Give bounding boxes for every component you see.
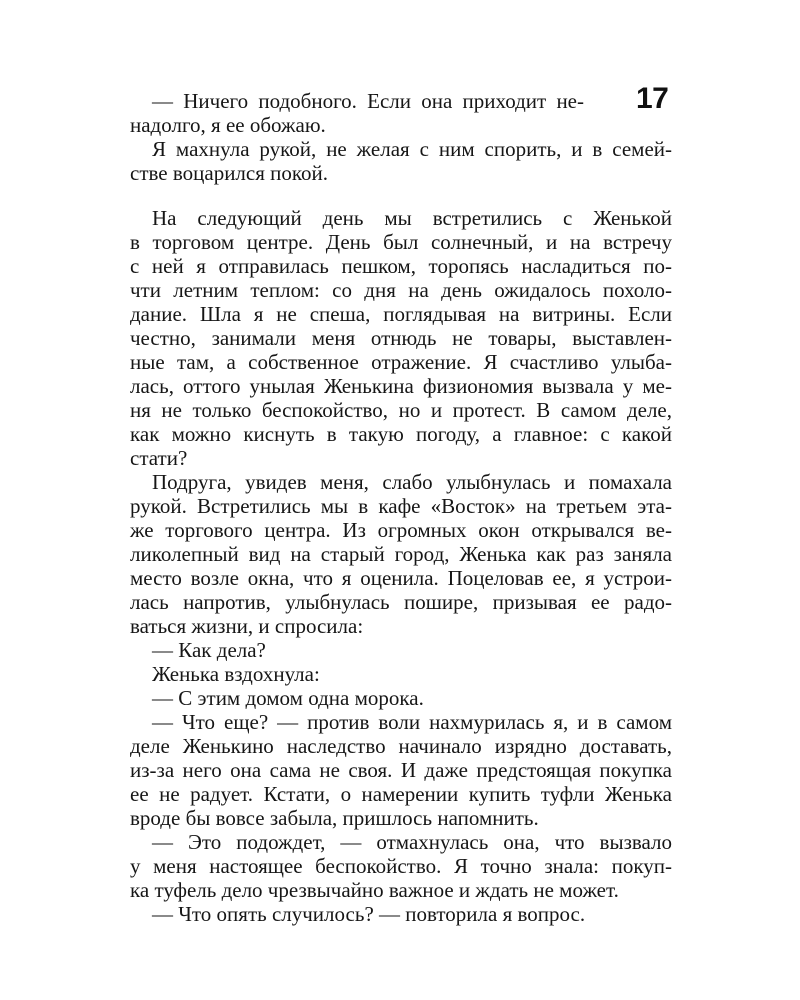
text-line: ее не радует. Кстати, о намерении купить туфли Женька	[130, 782, 672, 806]
text-line: у меня настоящее беспокойство. Я точно знала: покуп-	[130, 854, 672, 878]
text-line: стати?	[130, 446, 188, 470]
text-line: из-за него она сама не своя. И даже предстоящая покупка	[130, 758, 672, 782]
text-line: рукой. Встретились мы в кафе «Восток» на третьем эта-	[130, 494, 672, 518]
text-line: вроде бы вовсе забыла, пришлось напомнить.	[130, 806, 539, 830]
text-line: — Как дела?	[152, 638, 266, 662]
text-line: ликолепный вид на старый город, Женька как раз заняла	[130, 542, 672, 566]
text-line: стве воцарился покой.	[130, 161, 329, 185]
text-line: Я махнула рукой, не желая с ним спорить, и в семей-	[152, 137, 672, 161]
text-line: — Это подождет, — отмахнулась она, что вызвало	[152, 830, 672, 854]
text-line: место возле окна, что я оценила. Поцеловав ее, я устрои-	[130, 566, 672, 590]
text-line: лась, оттого унылая Женькина физиономия вызвала у ме-	[130, 374, 672, 398]
text-line: лась напротив, улыбнулась пошире, призывая ее радо-	[130, 590, 672, 614]
text-line: ваться жизни, и спросила:	[130, 614, 364, 638]
text-line: Подруга, увидев меня, слабо улыбнулась и помахала	[152, 470, 672, 494]
text-line: в торговом центре. День был солнечный, и на встречу	[130, 230, 672, 254]
text-line: На следующий день мы встретились с Женькой	[152, 206, 672, 230]
text-line: ка туфель дело чрезвычайно важное и ждать не может.	[130, 878, 619, 902]
text-line: как можно киснуть в такую погоду, а главное: с какой	[130, 422, 672, 446]
text-line: — Что опять случилось? — повторила я вопрос.	[152, 902, 586, 926]
text-line: чти летним теплом: со дня на день ожидалось похоло-	[130, 278, 672, 302]
text-line: — Что еще? — против воли нахмурилась я, и в самом	[152, 710, 672, 734]
text-line: — Ничего подобного. Если она приходит не-	[152, 89, 584, 113]
text-line: деле Женькино наследство начинало изрядно доставать,	[130, 734, 672, 758]
text-line: ня не только беспокойство, но и протест. В самом деле,	[130, 398, 672, 422]
text-line: — С этим домом одна морока.	[152, 686, 424, 710]
text-line: Женька вздохнула:	[152, 662, 320, 686]
text-line: честно, занимали меня отнюдь не товары, выставлен-	[130, 326, 672, 350]
text-line: дание. Шла я не спеша, поглядывая на витрины. Если	[130, 302, 672, 326]
text-line: с ней я отправилась пешком, торопясь насладиться по-	[130, 254, 672, 278]
text-line: надолго, я ее обожаю.	[130, 113, 326, 137]
text-line: ные там, а собственное отражение. Я счастливо улыба-	[130, 350, 672, 374]
text-line: же торгового центра. Из огромных окон открывался ве-	[130, 518, 672, 542]
page-number: 17	[636, 82, 669, 115]
